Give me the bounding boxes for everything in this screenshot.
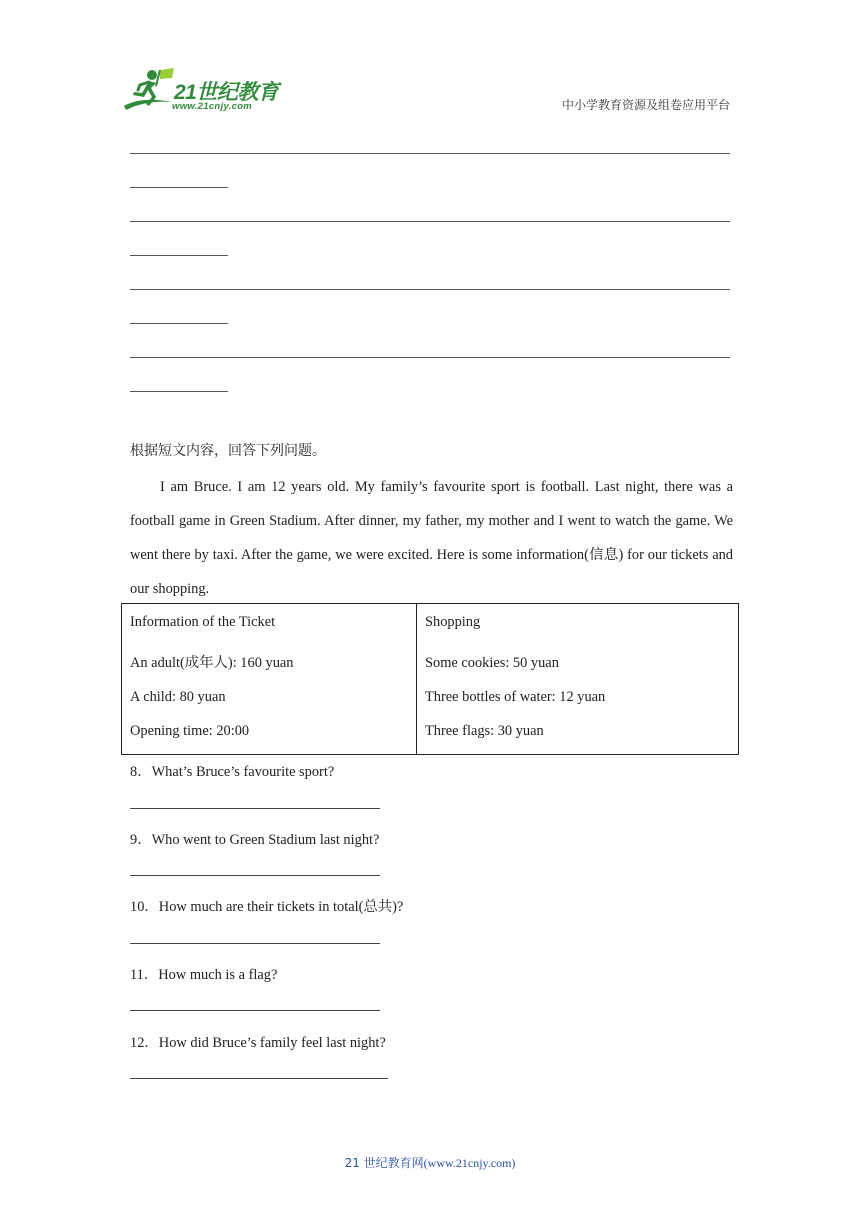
answer-blank-9[interactable]: [130, 875, 380, 876]
question-8: [130, 760, 334, 781]
info-table: [121, 603, 739, 755]
question-text: What’s Bruce’s favourite sport?: [151, 764, 335, 780]
question-text: How did Bruce’s family feel last night?: [158, 1035, 386, 1051]
question-11: [130, 963, 277, 984]
shopping-flags: Three flags: 30 yuan: [425, 723, 544, 739]
question-10: [130, 895, 403, 916]
footer-site-name: 21 世纪教育网: [344, 1156, 424, 1170]
shopping-water: Three bottles of water: 12 yuan: [425, 689, 606, 705]
question-number: 9．: [130, 832, 152, 848]
writing-blank-line[interactable]: [130, 221, 730, 222]
ticket-opening-time: Opening time: 20:00: [130, 723, 250, 739]
question-number: 8．: [130, 764, 152, 780]
ticket-info-cell: [122, 604, 417, 755]
section-instruction: 根据短文内容，回答下列问题。: [130, 443, 326, 459]
answer-blank-11[interactable]: [130, 1010, 380, 1011]
writing-blank-line[interactable]: [130, 289, 730, 290]
question-number: 10．: [130, 899, 159, 915]
runner-logo-icon: [122, 66, 178, 118]
page-header: [0, 0, 860, 130]
question-number: 12．: [130, 1035, 159, 1051]
question-12: [130, 1031, 386, 1052]
logo-text: 21世纪教育: [174, 81, 279, 104]
footer-site-url[interactable]: (www.21cnjy.com): [423, 1156, 516, 1170]
answer-blank-8[interactable]: [130, 808, 380, 809]
passage-text: I am Bruce. I am 12 years old. My family’s favourite sport is football. Last night, there was a football game in Green Stadium. After dinner, my father, my mother and I went to watch the game. We went there by taxi. After the game, we were excited. Here is some information(信息) for our tickets and our shopping.: [130, 479, 733, 597]
ticket-child-price: A child: 80 yuan: [130, 689, 226, 705]
question-9: [130, 828, 379, 849]
shopping-title: Shopping: [425, 614, 481, 630]
question-number: 11．: [130, 967, 159, 983]
ticket-adult-price: An adult(成年人): 160 yuan: [130, 655, 294, 671]
question-text: Who went to Green Stadium last night?: [151, 832, 380, 848]
writing-blank-line[interactable]: [130, 187, 228, 188]
page-footer: [0, 1154, 860, 1171]
brand-logo: [122, 66, 292, 118]
shopping-cookies: Some cookies: 50 yuan: [425, 655, 559, 671]
writing-blank-line[interactable]: [130, 153, 730, 154]
question-text: How much are their tickets in total(总共)?: [158, 899, 404, 915]
answer-blank-12[interactable]: [130, 1078, 388, 1079]
writing-blank-line[interactable]: [130, 323, 228, 324]
writing-blank-line[interactable]: [130, 357, 730, 358]
question-text: How much is a flag?: [158, 967, 278, 983]
logo-url: www.21cnjy.com: [172, 101, 253, 112]
ticket-title: Information of the Ticket: [130, 614, 276, 630]
shopping-cell: [417, 604, 739, 755]
writing-blank-line[interactable]: [130, 391, 228, 392]
reading-passage: [130, 470, 733, 606]
header-tagline: 中小学教育资源及组卷应用平台: [561, 98, 730, 112]
writing-blank-line[interactable]: [130, 255, 228, 256]
answer-blank-10[interactable]: [130, 943, 380, 944]
